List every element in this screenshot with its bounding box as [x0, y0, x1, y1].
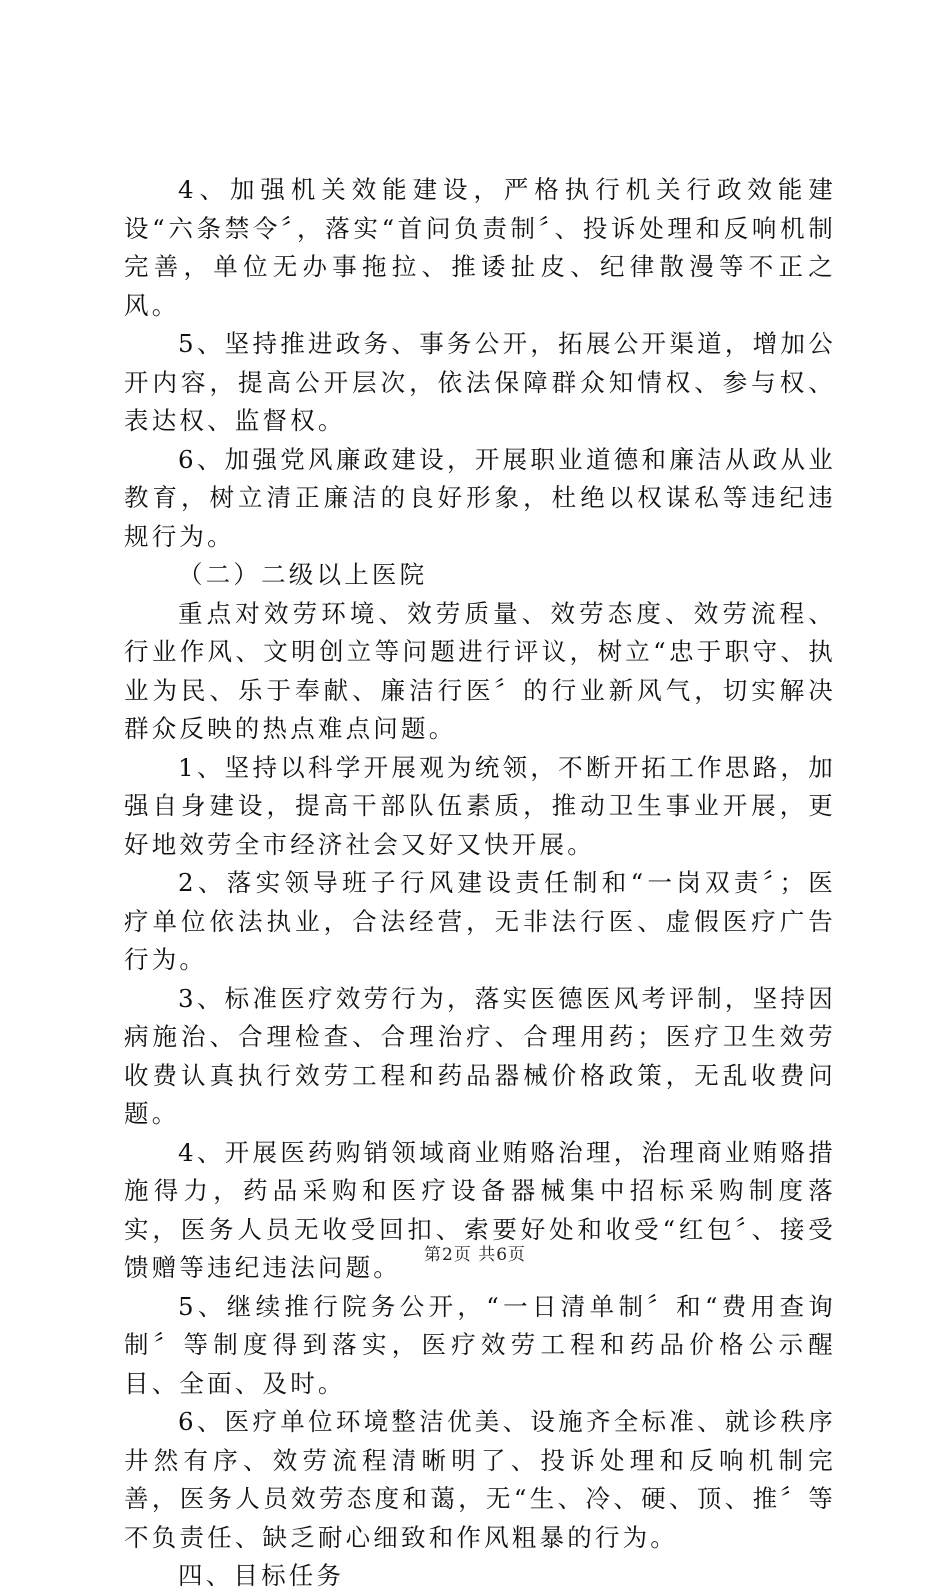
section-heading-goals: 四、目标任务 [178, 1561, 345, 1590]
section-heading-hospitals: （二）二级以上医院 [178, 560, 428, 589]
paragraph-hospital-item-3: 3、标准医疗效劳行为，落实医德医风考评制，坚持因病施治、合理检查、合理治疗、合理用药；医疗卫生效劳收费认真执行效劳工程和药品器械价格政策，无乱收费问题。 [124, 983, 836, 1128]
document-body [124, 171, 836, 1596]
paragraph-hospital-item-2: 2、落实领导班子行风建设责任制和“一岗双责〞；医疗单位依法执业，合法经营，无非法行医、虚假医疗广告行为。 [124, 868, 836, 974]
page-footer: 第2页 共6页 [423, 1245, 527, 1265]
paragraph-hospital-item-6: 6、医疗单位环境整洁优美、设施齐全标准、就诊秩序井然有序、效劳流程清晰明了、投诉处理和反响机制完善，医务人员效劳态度和蔼，无“生、冷、硬、顶、推〞等不负责任、缺乏耐心细致和作风粗暴的行为。 [124, 1407, 836, 1552]
paragraph-item-5: 5、坚持推进政务、事务公开，拓展公开渠道，增加公开内容，提高公开层次，依法保障群众知情权、参与权、表达权、监督权。 [124, 329, 836, 435]
paragraph-item-6: 6、加强党风廉政建设，开展职业道德和廉洁从政从业教育，树立清正廉洁的良好形象，杜绝以权谋私等违纪违规行为。 [124, 444, 836, 551]
paragraph-hospital-item-1: 1、坚持以科学开展观为统领，不断开拓工作思路，加强自身建设，提高干部队伍素质，推动卫生事业开展，更好地效劳全市经济社会又好又快开展。 [124, 752, 836, 859]
paragraph-hospital-item-4: 4、开展医药购销领域商业贿赂治理，治理商业贿赂措施得力，药品采购和医疗设备器械集中招标采购制度落实，医务人员无收受回扣、索要好处和收受“红包〞、接受馈赠等违纪违法问题。 [124, 1137, 836, 1282]
paragraph-item-4: 4、加强机关效能建设，严格执行机关行政效能建设“六条禁令〞，落实“首问负责制〞、投诉处理和反响机制完善，单位无办事拖拉、推诿扯皮、纪律散漫等不正之风。 [124, 175, 836, 320]
paragraph-hospital-item-5: 5、继续推行院务公开，“一日清单制〞和“费用查询制〞等制度得到落实，医疗效劳工程和药品价格公示醒目、全面、及时。 [124, 1291, 836, 1398]
paragraph-hospital-focus: 重点对效劳环境、效劳质量、效劳态度、效劳流程、行业作风、文明创立等问题进行评议，树立“忠于职守、执业为民、乐于奉献、廉洁行医〞的行业新风气，切实解决群众反映的热点难点问题。 [124, 598, 836, 743]
